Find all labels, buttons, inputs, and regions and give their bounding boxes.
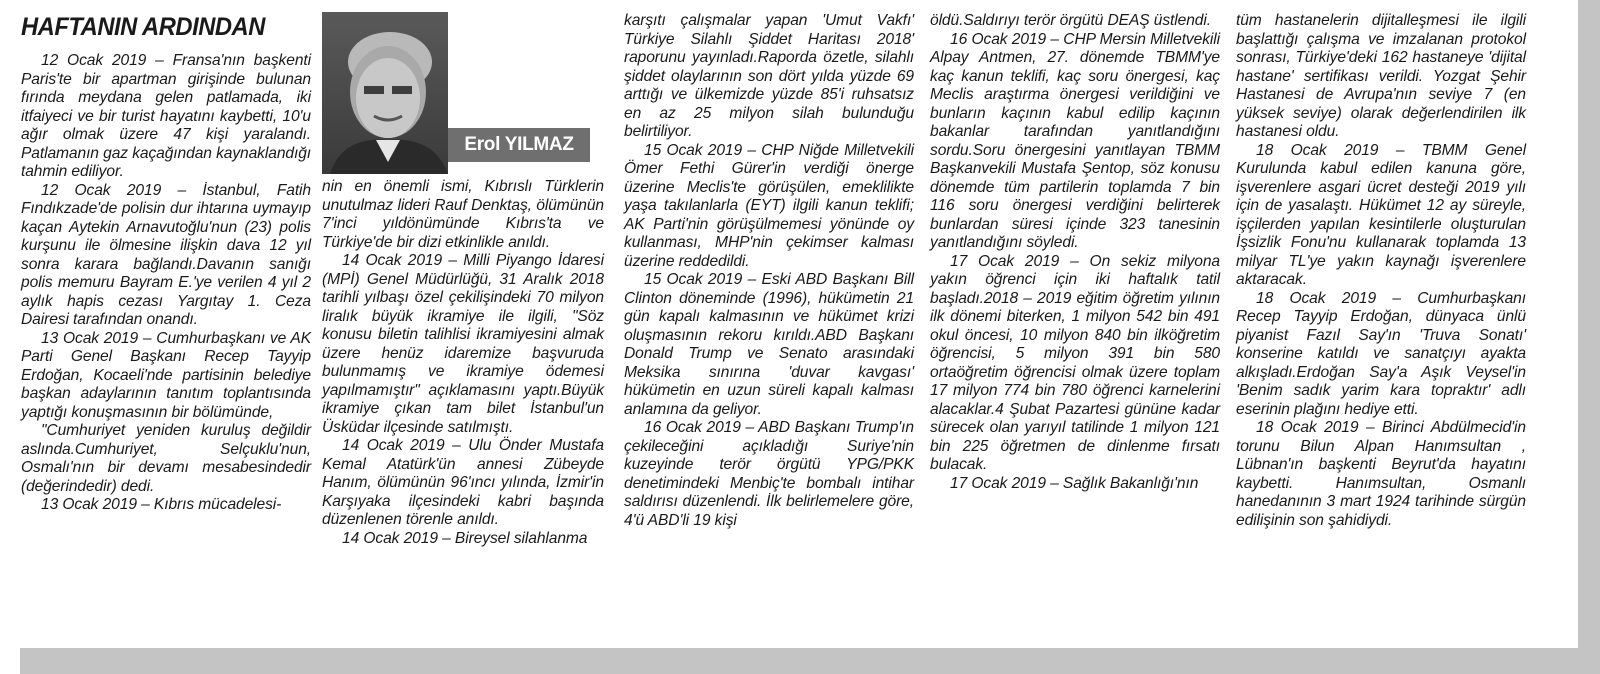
news-item: 15 Ocak 2019 – CHP Niğde Milletvekili Ömer Fethi Gürer'in verdiği önerge üzerine Meclis'te görüşülen, emeklilikte yaşa takılanlarla (EYT) ilgili kanun teklifi; AK Parti'nin görüşülmemesi yönünde oy kullanması, MHP'nin çekimser kalması üzerine reddedildi. (624, 141, 914, 270)
news-item: 13 Ocak 2019 – Kıbrıs mücadelesi- (41, 496, 282, 513)
news-item: 16 Ocak 2019 – CHP Mersin Milletvekili Alpay Antmen, 27. dönemde TBMM'ye kaç kanun teklifi, kaç soru önergesi, kaç Meclis araştırma önergesi verildiğini ve bunların kaçının kabul edilip kaçının bakanlar tarafından yanıtlandığını sordu.Soru önergesini yanıtlayan TBMM Başkanvekili Mustafa Şentop, söz konusu dönemde tüm partilerin toplamda 7 bin 116 soru önergesi verdiğini belirterek bunlardan süresi içinde 323 tanesinin yanıtlandığını söyledi. (930, 30, 1220, 251)
news-item: 18 Ocak 2019 – Cumhurbaşkanı Recep Tayyip Erdoğan, dünyaca ünlü piyanist Fazıl Say'ın 'Truva Sonatı' konserine katıldı ve sanatçıyı ayakta alkışladı.Erdoğan Say'a Aşık Veysel'in 'Benim sadık yarim kara topraktır' adlı eserinin plağını hediye etti. (1236, 289, 1526, 418)
news-item: 15 Ocak 2019 – Eski ABD Başkanı Bill Clinton döneminde (1996), hükümetin 21 gün kapalı kalmasının ve hükümet krizi oluşmasının rekoru kırıldı.ABD Başkanı Donald Trump ve Senato arasındaki Meksika sınırına 'duvar kavgası' hükümetin en uzun süreli kapalı kalması anlamına da geliyor. (624, 271, 914, 418)
page-bottom-bar (20, 648, 1600, 674)
news-item: 17 Ocak 2019 – Sağlık Bakanlığı'nın (950, 474, 1199, 492)
news-item: öldü.Saldırıyı terör örgütü DEAŞ üstlendi. (930, 12, 1211, 29)
column-4 (930, 12, 1220, 493)
news-item: 18 Ocak 2019 – TBMM Genel Kurulunda kabul edilen kanuna göre, işverenlere asgari ücret desteği 2019 yılı için de yasalaştı. Hükümet 12 ay süreyle, işçilerden yapılan kesintilerle oluşturulan İşsizlik Fonu'nu kullanarak toplamda 13 milyar TL'ye yakın kaynağı işverenlere aktaracak. (1236, 141, 1526, 288)
author-name: Erol YILMAZ (448, 128, 590, 162)
column-title: HAFTANIN ARDINDAN (21, 13, 265, 41)
news-item: 14 Ocak 2019 – Bireysel silahlanma (342, 529, 588, 547)
news-item: 16 Ocak 2019 – ABD Başkanı Trump'ın çekileceğini açıkladığı Suriye'nin kuzeyinde terör örgütü YPG/PKK denetimindeki Menbiç'te bombalı intihar saldırısı düzenlendi. İlk belirlemelere göre, 4'ü ABD'li 19 kişi (624, 419, 914, 529)
news-item: 12 Ocak 2019 – Fransa'nın başkenti Paris'te bir apartman girişinde bulunan fırında meydana gelen patlamada, iki itfaiyeci ve bir turist hayatını kaybetti, 10'u ağır olmak üzere 47 kişi yaralandı. Patlamanın gaz kaçağından kaynaklandığı tahmin ediliyor. (21, 52, 311, 180)
page-edge-bar (1578, 0, 1600, 674)
news-item: 12 Ocak 2019 – İstanbul, Fatih Fındıkzade'de polisin dur ihtarına uymayıp kaçan Aytekin Arnavutoğlu'nun (23) polis kurşunu ile ölmesine ilişkin dava 12 yıl sonra karara bağlandı.Davanın sanığı polis memuru Bayram E.'ye verilen 4 yıl 2 aylık hapis cezası Yargıtay 1. Ceza Dairesi tarafından onandı. (21, 181, 311, 328)
news-item: tüm hastanelerin dijitalleşmesi ile ilgili başlattığı çalışma ve imzalanan protokol sonrası, Türkiye'deki 162 hastaneye 'dijital hastane' sertifikası verildi. Yozgat Şehir Hastanesi de Avrupa'nın seviye 7 (en yüksek seviye) olarak değerlendirilen ilk hastanesi oldu. (1236, 12, 1526, 140)
news-item: 14 Ocak 2019 – Ulu Önder Mustafa Kemal Atatürk'ün annesi Zübeyde Hanım, ölümünün 96'ıncı yılında, İzmir'in Karşıyaka ilçesindeki kabri başında düzenlenen törenle anıldı. (322, 437, 604, 528)
column-1 (21, 52, 311, 515)
news-item: nin en önemli ismi, Kıbrıslı Türklerin unutulmaz lideri Rauf Denktaş, ölümünün 7'inci yıldönümünde Kıbrıs'ta ve Türkiye'de bir dizi etkinlikle anıldı. (322, 178, 604, 251)
news-item: 17 Ocak 2019 – On sekiz milyona yakın öğrenci için iki haftalık tatil başladı.2018 – 2019 eğitim öğretim yılının ilk dönemi biterken, 1 milyon 542 bin 491 okul öncesi, 10 milyon 840 bin ilköğretim öğrencisi, 5 milyon 391 bin 580 ortaöğretim öğrencisi olmak üzere toplam 17 milyon 774 bin 780 öğrenci karnelerini alacaklar.4 Şubat Pazartesi gününe kadar sürecek olan yarıyıl tatilinde 1 milyon 121 bin 225 öğretmen de dinlenme fırsatı bulacak. (930, 252, 1220, 473)
column-2 (322, 178, 604, 548)
news-item: 13 Ocak 2019 – Cumhurbaşkanı ve AK Parti Genel Başkanı Recep Tayyip Erdoğan, Kocaeli'nde partisinin belediye başkan adaylarının tanıtım toplantısında yaptığı konuşmasının bir bölümünde, (21, 329, 311, 421)
news-item: karşıtı çalışmalar yapan 'Umut Vakfı' Türkiye Silahlı Şiddet Haritası 2018' raporunu yayınladı.Raporda özetle, silahlı şiddet olaylarının son dört yılda yüzde 69 arttığı ve ülkemizde yüzde 85'i ruhsatsız en az 25 milyon silah bulunduğu belirtiliyor. (624, 12, 914, 140)
column-3 (624, 12, 914, 530)
news-item: "Cumhuriyet yeniden kuruluş değildir aslında.Cumhuriyet, Selçuklu'nun, Osmalı'nın bir devamı mesabesindedir (değerindedir) dedi. (21, 422, 311, 495)
news-item: 18 Ocak 2019 – Birinci Abdülmecid'in torunu Bilun Alpan Hanımsultan , Lübnan'ın başkenti Beyrut'da hayatını kaybetti. Hanımsultan, Osmanlı hanedanının 3 mart 1924 tarihinde sürgün edilişinin son şahidiydi. (1236, 419, 1526, 529)
column-5 (1236, 12, 1526, 530)
news-item: 14 Ocak 2019 – Milli Piyango İdaresi (MPİ) Genel Müdürlüğü, 31 Aralık 2018 tarihli yılbaşı özel çekilişindeki 70 milyon liralık büyük ikramiye ile ilgili, "Söz konusu biletin talihlisi ikramiyesini almak üzere henüz idaremize başvuruda bulunmamış ve ikramiye ödemesi yapılmamıştır" açıklamasını yaptı.Büyük ikramiye çıkan tam bilet İstanbul'un Üsküdar ilçesinde satılmıştı. (322, 252, 604, 436)
